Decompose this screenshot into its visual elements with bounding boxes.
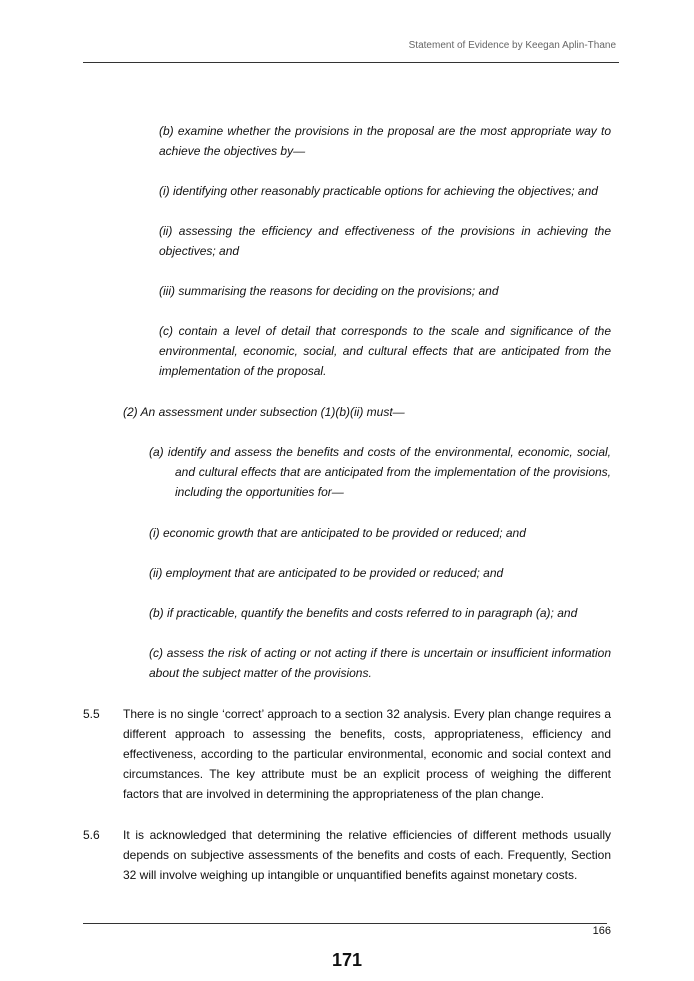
paragraph-text: It is acknowledged that determining the relative efficiencies of different methods usually depends on subjective assessments of the benefits and costs of each. Frequently, Section 32 will involve weighing up intangible or unquantified benefits against monetary costs. [123,828,611,882]
bundle-page-number: 171 [331,950,363,970]
paragraph-number: 5.6 [83,828,100,842]
quote-sub2-item-a: (a) identify and assess the benefits and costs of the environmental, economic, social, and cultural effects that are anticipated from the implementation of the provisions, including the opportunities for— [149,445,611,499]
document-header: Statement of Evidence by Keegan Aplin-Thane [408,40,616,51]
header-divider [83,62,619,63]
quote-subsection-2: (2) An assessment under subsection (1)(b)(ii) must— [123,405,405,419]
quote-item-c: (c) contain a level of detail that corresponds to the scale and significance of the environmental, economic, social, and cultural effects that are anticipated from the implementation of the proposal. [159,324,611,378]
quote-sub2-item-c: (c) assess the risk of acting or not acting if there is uncertain or insufficient information about the subject matter of the provisions. [149,646,611,680]
quote-sub2-item-a-i: (i) economic growth that are anticipated to be provided or reduced; and [149,526,526,540]
footer-divider [83,923,607,924]
quote-item-b-i: (i) identifying other reasonably practicable options for achieving the objectives; and [159,184,598,198]
quote-item-b: (b) examine whether the provisions in the proposal are the most appropriate way to achieve the objectives by— [159,124,611,158]
paragraph-number: 5.5 [83,707,100,721]
page-number: 166 [592,925,611,937]
quote-item-b-ii: (ii) assessing the efficiency and effectiveness of the provisions in achieving the objectives; and [159,224,611,258]
quote-sub2-item-b: (b) if practicable, quantify the benefits and costs referred to in paragraph (a); and [149,606,578,620]
quote-sub2-item-a-ii: (ii) employment that are anticipated to be provided or reduced; and [149,566,504,580]
quote-item-b-iii: (iii) summarising the reasons for deciding on the provisions; and [159,284,499,298]
paragraph-text: There is no single ‘correct’ approach to a section 32 analysis. Every plan change requires a different approach to assessing the benefits, costs, appropriateness, efficiency and effectiveness, according to the particular environmental, economic and social context and circumstances. The key attribute must be an explicit process of weighing the different factors that are involved in determining the appropriateness of the plan change. [123,707,611,801]
